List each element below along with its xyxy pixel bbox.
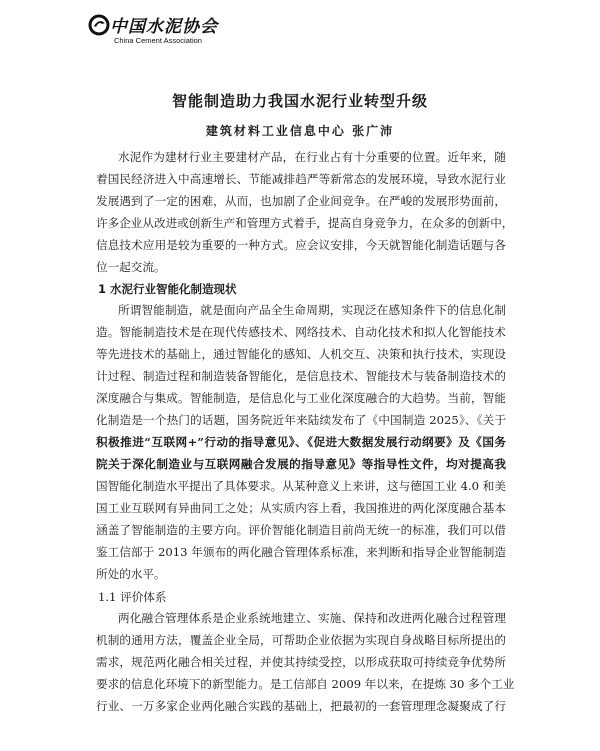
- paragraph-line: 深度融合与集成。智能制造，是信息化与工业化深度融合的大趋势。当前，智能: [96, 391, 506, 405]
- paragraph-line: 涵盖了智能制造的主要方向。评价智能化制造目前尚无统一的标准，我们可以借: [96, 523, 506, 537]
- article-author: 建筑材料工业信息中心 张广沛: [205, 124, 395, 138]
- paragraph-line: 两化融合管理体系是企业系统地建立、实施、保持和改进两化融合过程管理: [118, 611, 506, 625]
- paragraph-line: 许多企业从改进或创新生产和管理方式着手，提高自身竞争力，在众多的创新中，: [96, 216, 514, 230]
- paragraph-line: 发展遇到了一定的困难，从而，也加剧了企业间竞争。在严峻的发展形势面前，: [96, 194, 506, 208]
- org-name-cn: 中国水泥协会: [110, 17, 218, 37]
- paragraph-line: 所处的水平。: [96, 567, 166, 581]
- cement-association-logo-icon: [88, 14, 110, 36]
- paragraph-line: 水泥作为建材行业主要建材产品，在行业占有十分重要的位置。近年来，随: [118, 150, 506, 164]
- section-heading: 1 水泥行业智能化制造现状: [98, 282, 237, 296]
- paragraph-line: 所谓智能制造，就是面向产品全生命周期，实现泛在感知条件下的信息化制: [118, 303, 506, 317]
- paragraph-line: 要求的信息化环境下的新型能力。是工信部自 2009 年以来，在提炼 30 多个工业: [96, 677, 515, 691]
- paragraph-line: 等先进技术的基础上，通过智能化的感知、人机交互、决策和执行技术，实现设: [96, 347, 506, 361]
- paragraph-line: 计过程、制造过程和制造装备智能化，是信息技术、智能技术与装备制造技术的: [96, 369, 506, 383]
- paragraph-line: 化制造是一个热门的话题，国务院近年来陆续发布了《中国制造 2025》、《关于: [96, 413, 506, 427]
- subsection-heading: 1.1 评价体系: [98, 590, 167, 604]
- paragraph-line: 行业、一万多家企业两化融合实践的基础上，把最初的一套管理理念凝聚成了行: [96, 699, 506, 713]
- paragraph-line: 需求，规范两化融合相关过程，并使其持续受控，以形成获取可持续竞争优势所: [96, 655, 506, 669]
- article-title: 智能制造助力我国水泥行业转型升级: [171, 92, 428, 110]
- paragraph-line: 造。智能制造技术是在现代传感技术、网络技术、自动化技术和拟人化智能技术: [96, 325, 506, 339]
- paragraph-line: 国工业互联网有异曲同工之处；从实质内容上看，我国推进的两化深度融合基本: [96, 501, 506, 515]
- paragraph-line: 着国民经济进入中高速增长、节能减排趋严等新常态的发展环境，导致水泥行业: [96, 172, 506, 186]
- paragraph-line: 鉴工信部于 2013 年颁布的两化融合管理体系标准，来判断和指导企业智能制造: [96, 545, 506, 559]
- paragraph-line: 信息技术应用是较为重要的一种方式。应会议安排，今天就智能化制造话题与各: [96, 238, 506, 252]
- paragraph-line: 院关于深化制造业与互联网融合发展的指导意见》等指导性文件，均对提高我: [96, 457, 506, 471]
- org-name-en: China Cement Association: [114, 36, 202, 45]
- paragraph-line: 位一起交流。: [96, 260, 166, 274]
- paragraph-line: 积极推进“互联网+”行动的指导意见》、《促进大数据发展行动纲要》及《国务: [96, 435, 506, 449]
- paragraph-line: 机制的通用方法，覆盖企业全局，可帮助企业依据为实现自身战略目标所提出的: [96, 633, 506, 647]
- paragraph-line: 国智能化制造水平提出了具体要求。从某种意义上来讲，这与德国工业 4.0 和美: [96, 479, 506, 493]
